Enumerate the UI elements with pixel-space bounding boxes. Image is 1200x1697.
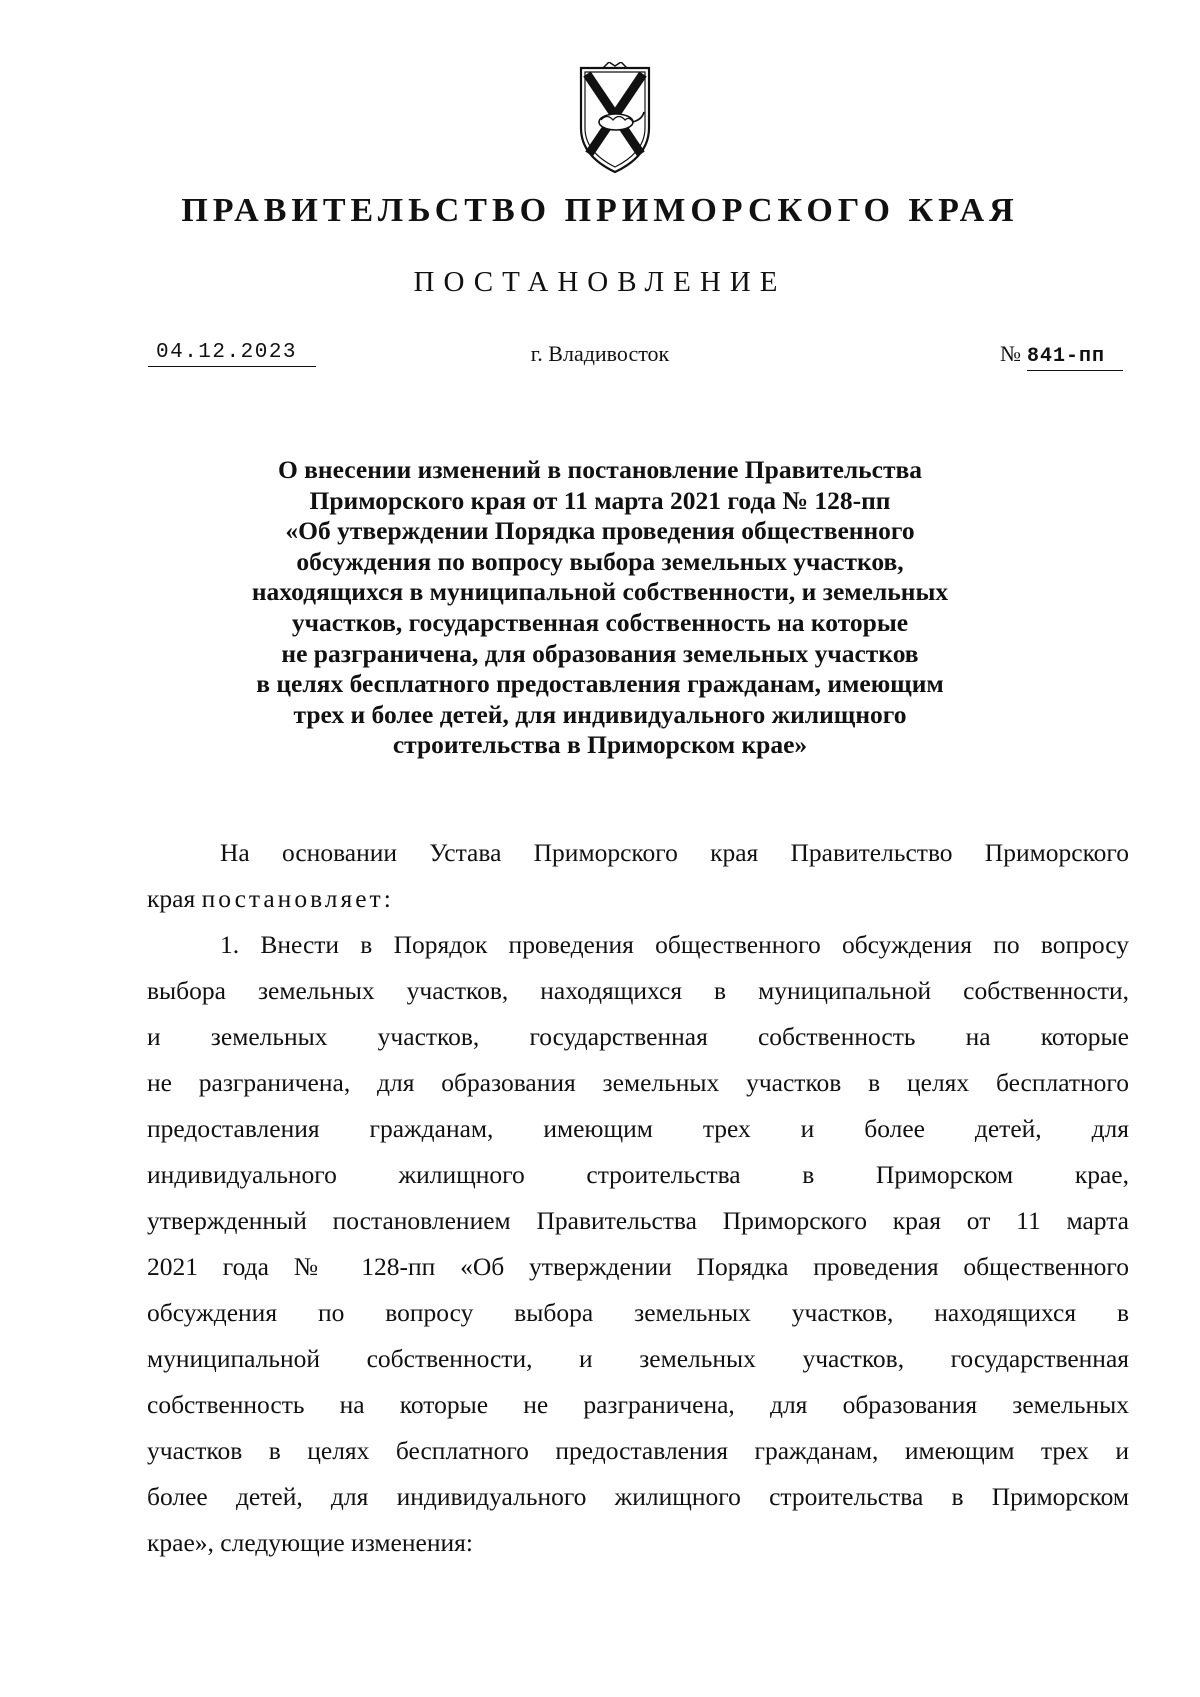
paragraph-line: и земельных участков, государственная собственность на которые bbox=[147, 1022, 1129, 1051]
heading-line: О внесении изменений в постановление Правительства bbox=[277, 455, 923, 484]
paragraph-line: более детей, для индивидуального жилищного строительства в Приморском bbox=[147, 1482, 1129, 1511]
document-number-label: № bbox=[1000, 341, 1021, 366]
heading-line: трех и более детей, для индивидуального жилищного bbox=[293, 699, 907, 729]
document-number bbox=[1000, 341, 1123, 371]
paragraph-line: утвержденный постановлением Правительства Приморского края от 11 марта bbox=[147, 1206, 1129, 1235]
preamble-paragraph bbox=[147, 830, 1129, 922]
paragraph-line: предоставления гражданам, имеющим трех и более детей, для bbox=[147, 1114, 1129, 1143]
resolves-word: постановляет: bbox=[201, 884, 394, 913]
paragraph-line: муниципальной собственности, и земельных участков, государственная bbox=[147, 1344, 1129, 1373]
document-number-value: 841-пп bbox=[1027, 345, 1123, 371]
government-title: ПРАВИТЕЛЬСТВО ПРИМОРСКОГО КРАЯ bbox=[181, 192, 1019, 229]
document-body bbox=[147, 830, 1129, 1566]
document-city: г. Владивосток bbox=[530, 341, 670, 366]
paragraph-line: 2021 года № 128-пп «Об утверждении Порядка проведения общественного bbox=[147, 1252, 1129, 1281]
paragraph-line: На основании Устава Приморского края Правительство Приморского bbox=[220, 838, 1129, 867]
paragraph-line: участков в целях бесплатного предоставления гражданам, имеющим трех и bbox=[147, 1436, 1129, 1465]
paragraph-line: собственность на которые не разграничена, для образования земельных bbox=[147, 1390, 1129, 1419]
heading-line: обсуждения по вопросу выбора земельных участков, bbox=[296, 546, 904, 576]
heading-line: участков, государственная собственность на которые bbox=[291, 607, 909, 637]
document-date: 04.12.2023 bbox=[148, 341, 316, 367]
heading-line: «Об утверждении Порядка проведения общественного bbox=[285, 516, 915, 546]
heading-line: не разграничена, для образования земельных участков bbox=[281, 638, 919, 668]
paragraph-line: обсуждения по вопросу выбора земельных участков, находящихся в bbox=[147, 1298, 1129, 1327]
coat-of-arms-icon bbox=[575, 62, 655, 180]
paragraph-line bbox=[147, 876, 1129, 922]
paragraph-line: выбора земельных участков, находящихся в муниципальной собственности, bbox=[147, 976, 1129, 1005]
heading-line: Приморского края от 11 марта 2021 года № 128-пп bbox=[309, 485, 891, 515]
heading-line: в целях бесплатного предоставления гражданам, имеющим bbox=[256, 669, 944, 699]
preamble-prefix: края bbox=[147, 884, 196, 913]
heading-line: находящихся в муниципальной собственности, и земельных bbox=[251, 577, 949, 607]
document-type: ПОСТАНОВЛЕНИЕ bbox=[413, 266, 787, 298]
paragraph-line: не разграничена, для образования земельных участков в целях бесплатного bbox=[147, 1068, 1129, 1097]
paragraph-line: 1. Внести в Порядок проведения общественного обсуждения по вопросу bbox=[220, 930, 1129, 959]
paragraph-line: индивидуального жилищного строительства в Приморском крае, bbox=[147, 1160, 1129, 1189]
item-1-paragraph bbox=[147, 922, 1129, 1566]
document-heading bbox=[150, 455, 1050, 761]
paragraph-line: крае», следующие изменения: bbox=[147, 1528, 473, 1557]
heading-line: строительства в Приморском крае» bbox=[392, 730, 808, 760]
